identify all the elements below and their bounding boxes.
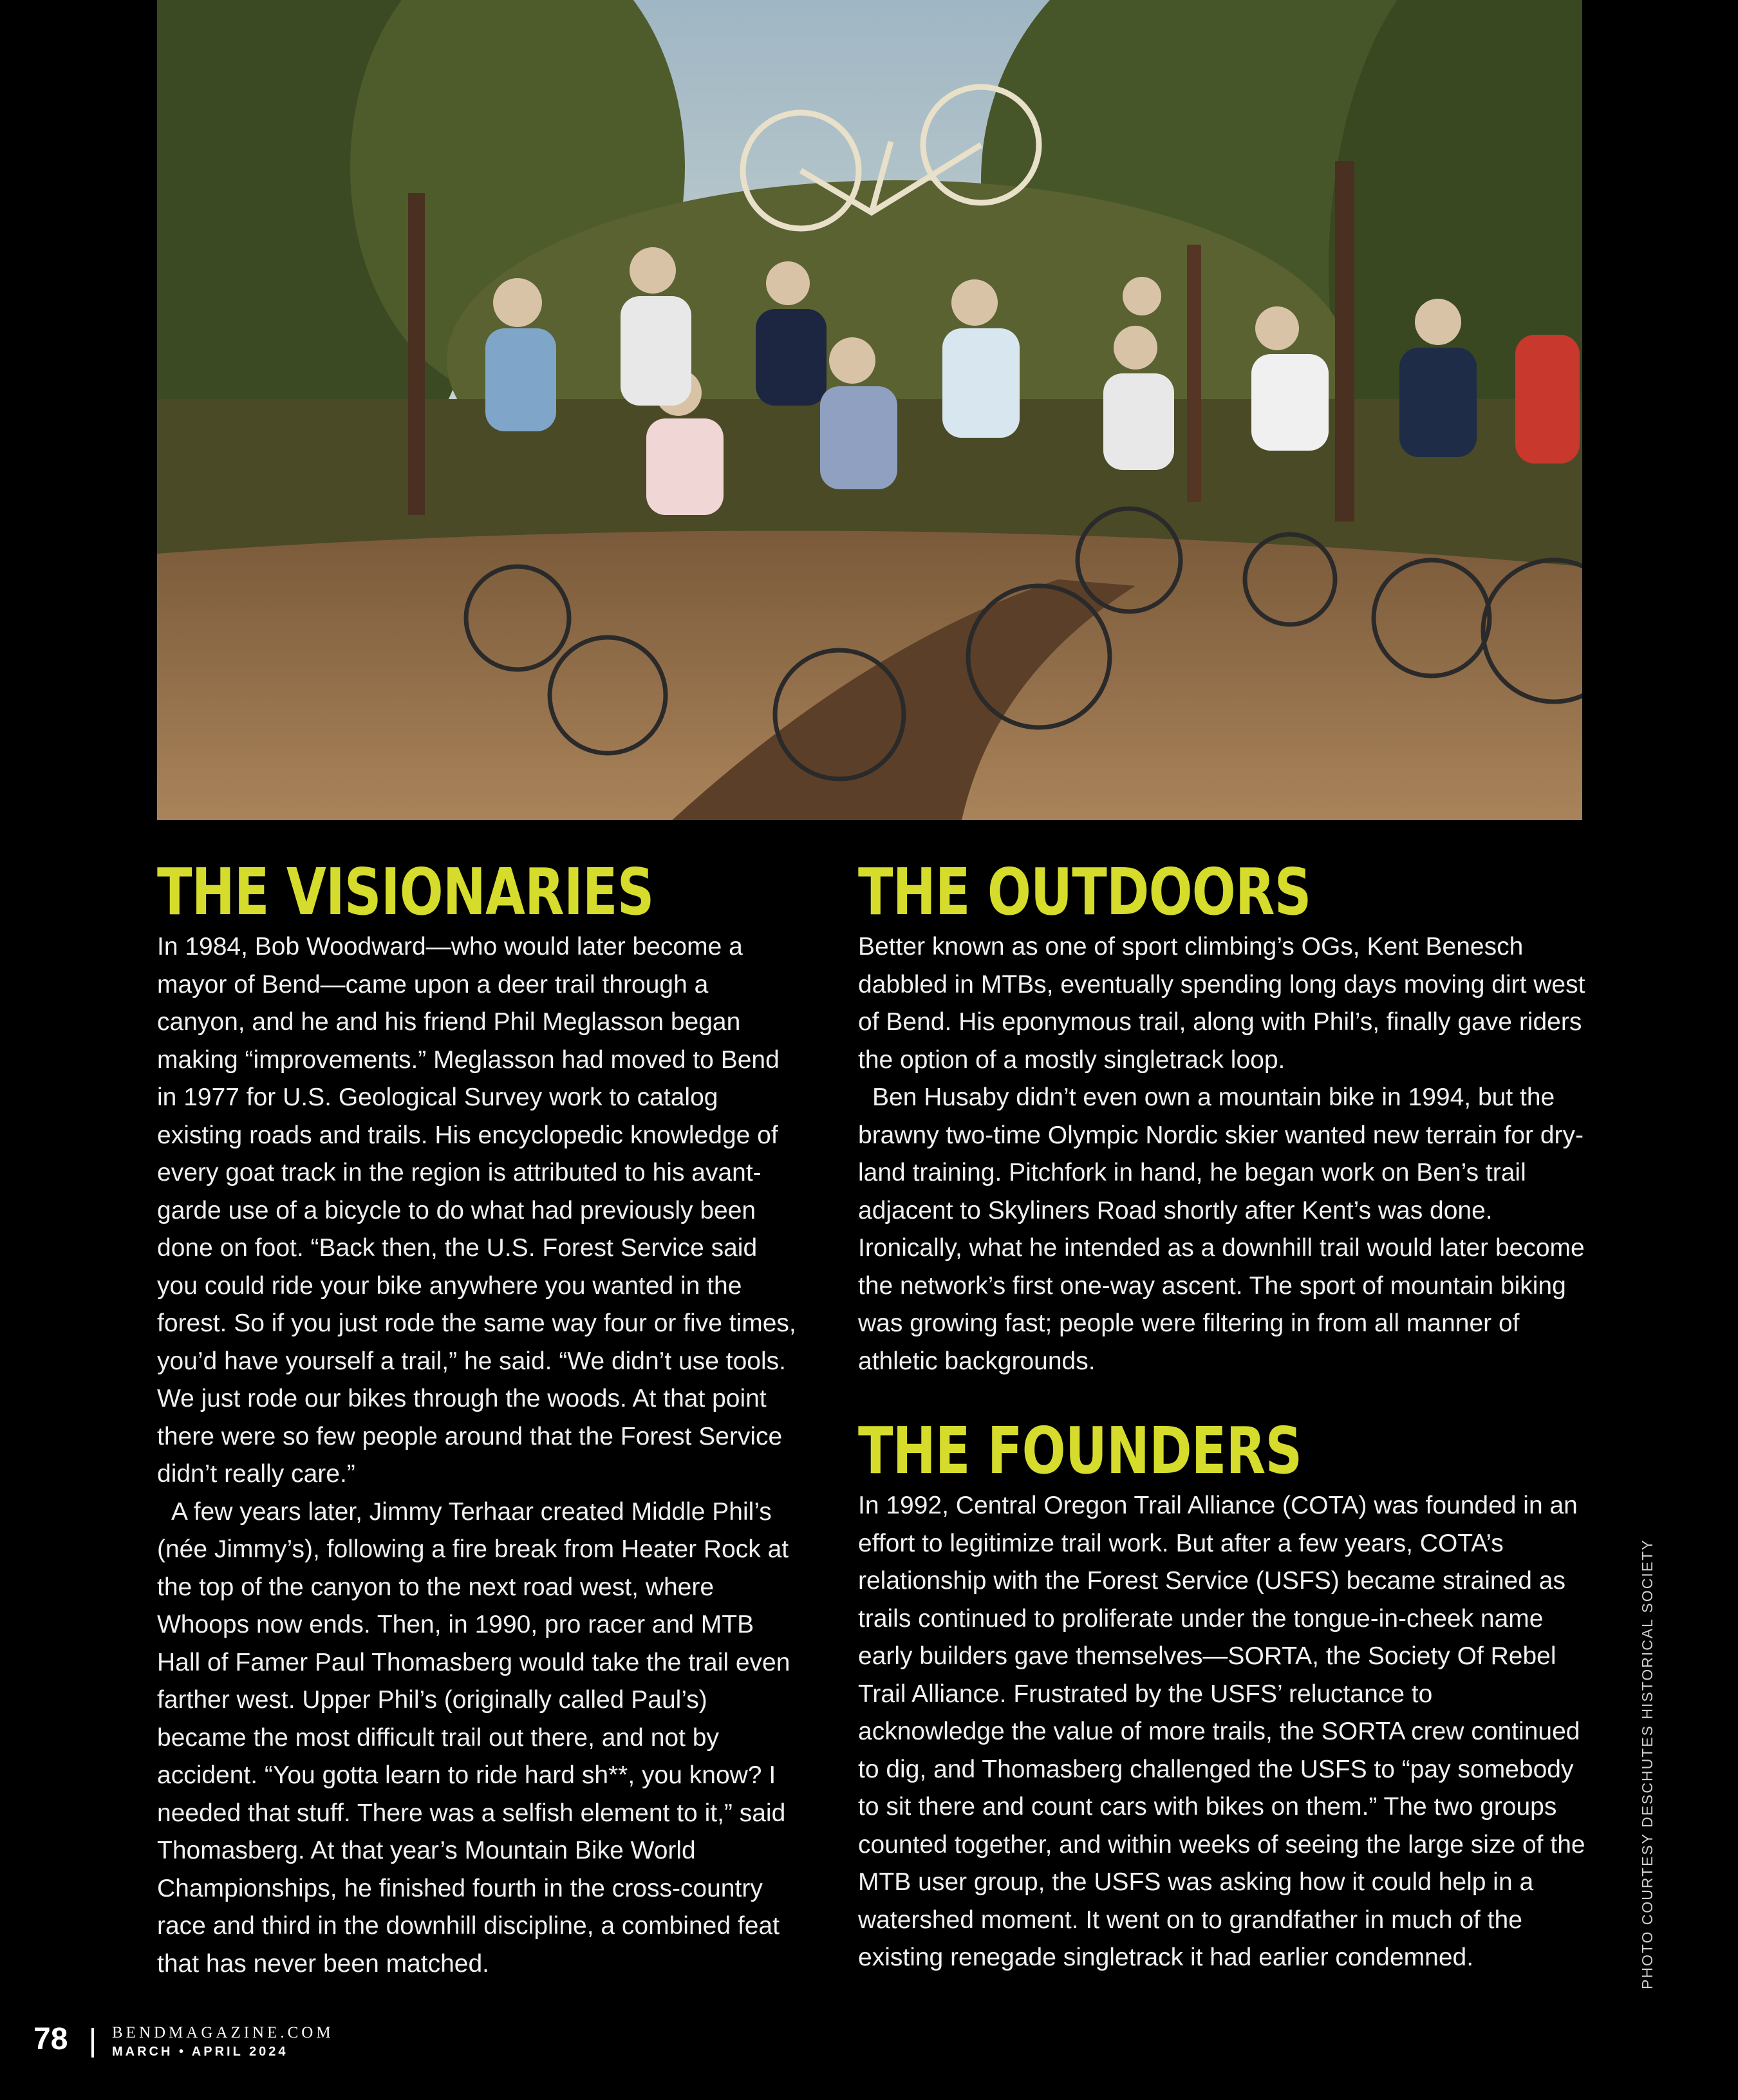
photo-credit: PHOTO COURTESY DESCHUTES HISTORICAL SOCIETY: [1639, 1539, 1656, 1989]
visionaries-paragraph-2: A few years later, Jimmy Terhaar created Middle Phil’s (née Jimmy’s), following a fire break from Heater Rock at the top of the canyon to the next road west, where Whoops now ends. Then, in 1990, pro racer and MTB Hall of Famer Paul Thomasberg would take the trail even farther west. Upper Phil’s (originally called Paul’s) became the most difficult trail out there, and not by accident. “You gotta learn to ride hard sh**, you know? I needed that stuff. There was a selfish element to it,” said Thomasberg. At that year’s Mountain Bike World Championships, he finished fourth in the cross-country race and third in the downhill discipline, a combined feat that has never been matched.: [157, 1497, 790, 1978]
heading-visionaries: THE VISIONARIES: [157, 854, 654, 930]
footer-divider: [91, 2028, 94, 2058]
group-photo-mountain-bikers-forest-icon: [157, 0, 1582, 820]
outdoors-paragraph-2: Ben Husaby didn’t even own a mountain bike in 1994, but the brawny two-time Olympic Nordic skier wanted new terrain for dry-land training. Pitchfork in hand, he began work on Ben’s trail adjacent to Skyliners Road shortly after Kent’s was done. Ironically, what he intended as a downhill trail would later become the network’s first one-way ascent. The sport of mountain biking was growing fast; people were filtering in from all manner of athletic backgrounds.: [858, 1083, 1585, 1375]
heading-founders: THE FOUNDERS: [858, 1413, 1302, 1488]
page-number: 78: [33, 2022, 68, 2056]
outdoors-paragraph-1: Better known as one of sport climbing’s OGs, Kent Benesch dabbled in MTBs, eventually spending long days moving dirt west of Bend. His eponymous trail, along with Phil’s, finally gave riders the option of a mostly singletrack loop.: [858, 933, 1585, 1074]
visionaries-paragraph-1: In 1984, Bob Woodward—who would later become a mayor of Bend—came upon a deer trail through a canyon, and he and his friend Phil Meglasson began making “improvements.” Meglasson had moved to Bend in 1977 for U.S. Geological Survey work to catalog existing roads and trails. His encyclopedic knowledge of every goat track in the region is attributed to his avant-garde use of a bicycle to do what had previously been done on foot. “Back then, the U.S. Forest Service said you could ride your bike anywhere you wanted in the forest. So if you just rode the same way four or five times, you’d have yourself a trail,” he said. “We didn’t use tools. We just rode our bikes through the woods. At that point there were so few people around that the Forest Service didn’t really care.”: [157, 933, 796, 1488]
heading-outdoors: THE OUTDOORS: [858, 854, 1311, 930]
column-right: [858, 856, 1585, 1977]
footer-website: BENDMAGAZINE.COM: [112, 2024, 334, 2041]
footer-issue: MARCH • APRIL 2024: [112, 2045, 288, 2059]
founders-paragraph-1: In 1992, Central Oregon Trail Alliance (COTA) was founded in an effort to legitimize trail work. But after a few years, COTA’s relationship with the Forest Service (USFS) became strained as trails continued to proliferate under the tongue-in-cheek name early builders gave themselves—SORTA, the Society Of Rebel Trail Alliance. Frustrated by the USFS’ reluctance to acknowledge the value of more trails, the SORTA crew continued to dig, and Thomasberg challenged the USFS to “pay somebody to sit there and count cars with bikes on them.” The two groups counted together, and within weeks of seeing the large size of the MTB user group, the USFS was asking how it could help in a watershed moment. It went on to grandfather in much of the existing renegade singletrack it had earlier condemned.: [858, 1492, 1585, 1971]
group-photo: [157, 0, 1582, 820]
column-left: [157, 856, 801, 1983]
